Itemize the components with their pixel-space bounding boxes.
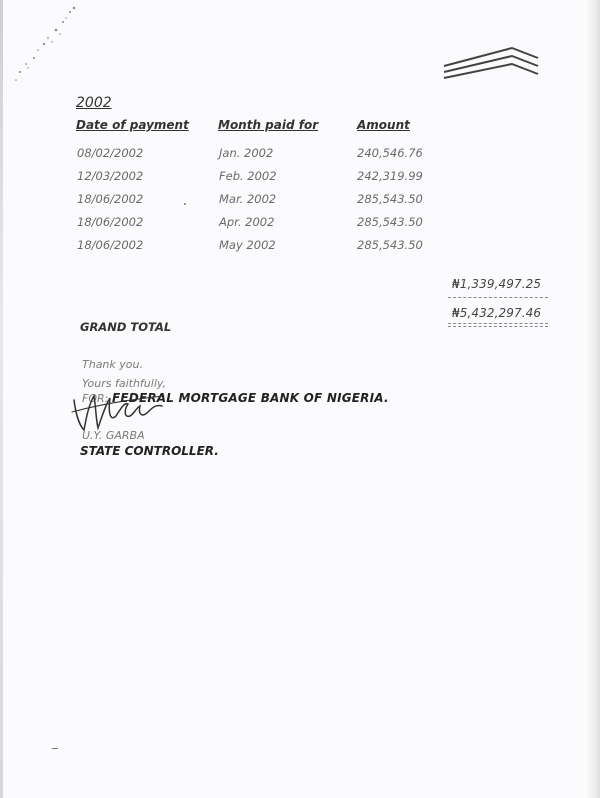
row-amount: 285,543.50: [357, 215, 423, 229]
row-month: May 2002: [219, 238, 276, 252]
header-amount: Amount: [357, 118, 410, 132]
header-month-paid-for: Month paid for: [218, 118, 319, 132]
subtotal-amount: ₦1,339,497.25: [452, 277, 542, 291]
handwritten-signature: [64, 386, 174, 436]
year-heading: 2002: [76, 95, 112, 111]
row-date: 08/02/2002: [77, 146, 144, 160]
row-date: 12/03/2002: [77, 169, 144, 183]
organization-name: FEDERAL MORTGAGE BANK OF NIGERIA.: [112, 391, 389, 405]
thank-you-text: Thank you.: [82, 358, 143, 371]
grand-total-amount: ₦5,432,297.46: [452, 306, 542, 320]
subtotal-rule: [448, 297, 548, 298]
grand-total-rule-1: [448, 323, 548, 324]
row-date: 18/06/2002: [77, 215, 144, 229]
signer-name: U.Y. GARBA: [82, 429, 145, 442]
row-amount: 242,319.99: [357, 169, 423, 183]
grand-total-rule-2: [448, 326, 548, 327]
signer-role: STATE CONTROLLER.: [80, 444, 219, 458]
grand-total-label: GRAND TOTAL: [80, 320, 172, 334]
scan-right-edge: [586, 0, 600, 798]
header-date-of-payment: Date of payment: [76, 118, 189, 132]
row-amount: 240,546.76: [357, 146, 423, 160]
scan-left-edge: [0, 0, 3, 798]
row-date: 18/06/2002: [77, 192, 144, 206]
for-prefix: FOR:: [82, 392, 109, 405]
letterhead-logo: [440, 44, 540, 84]
row-month: Mar. 2002: [219, 192, 277, 206]
scan-speck: [184, 203, 186, 205]
row-month: Apr. 2002: [219, 215, 275, 229]
scan-smudge: [8, 0, 98, 95]
row-date: 18/06/2002: [77, 238, 144, 252]
row-month: Jan. 2002: [219, 146, 274, 160]
sign-off-text: Yours faithfully,: [82, 377, 167, 390]
scan-mark: [52, 748, 58, 749]
row-month: Feb. 2002: [219, 169, 277, 183]
row-amount: 285,543.50: [357, 192, 423, 206]
row-amount: 285,543.50: [357, 238, 423, 252]
